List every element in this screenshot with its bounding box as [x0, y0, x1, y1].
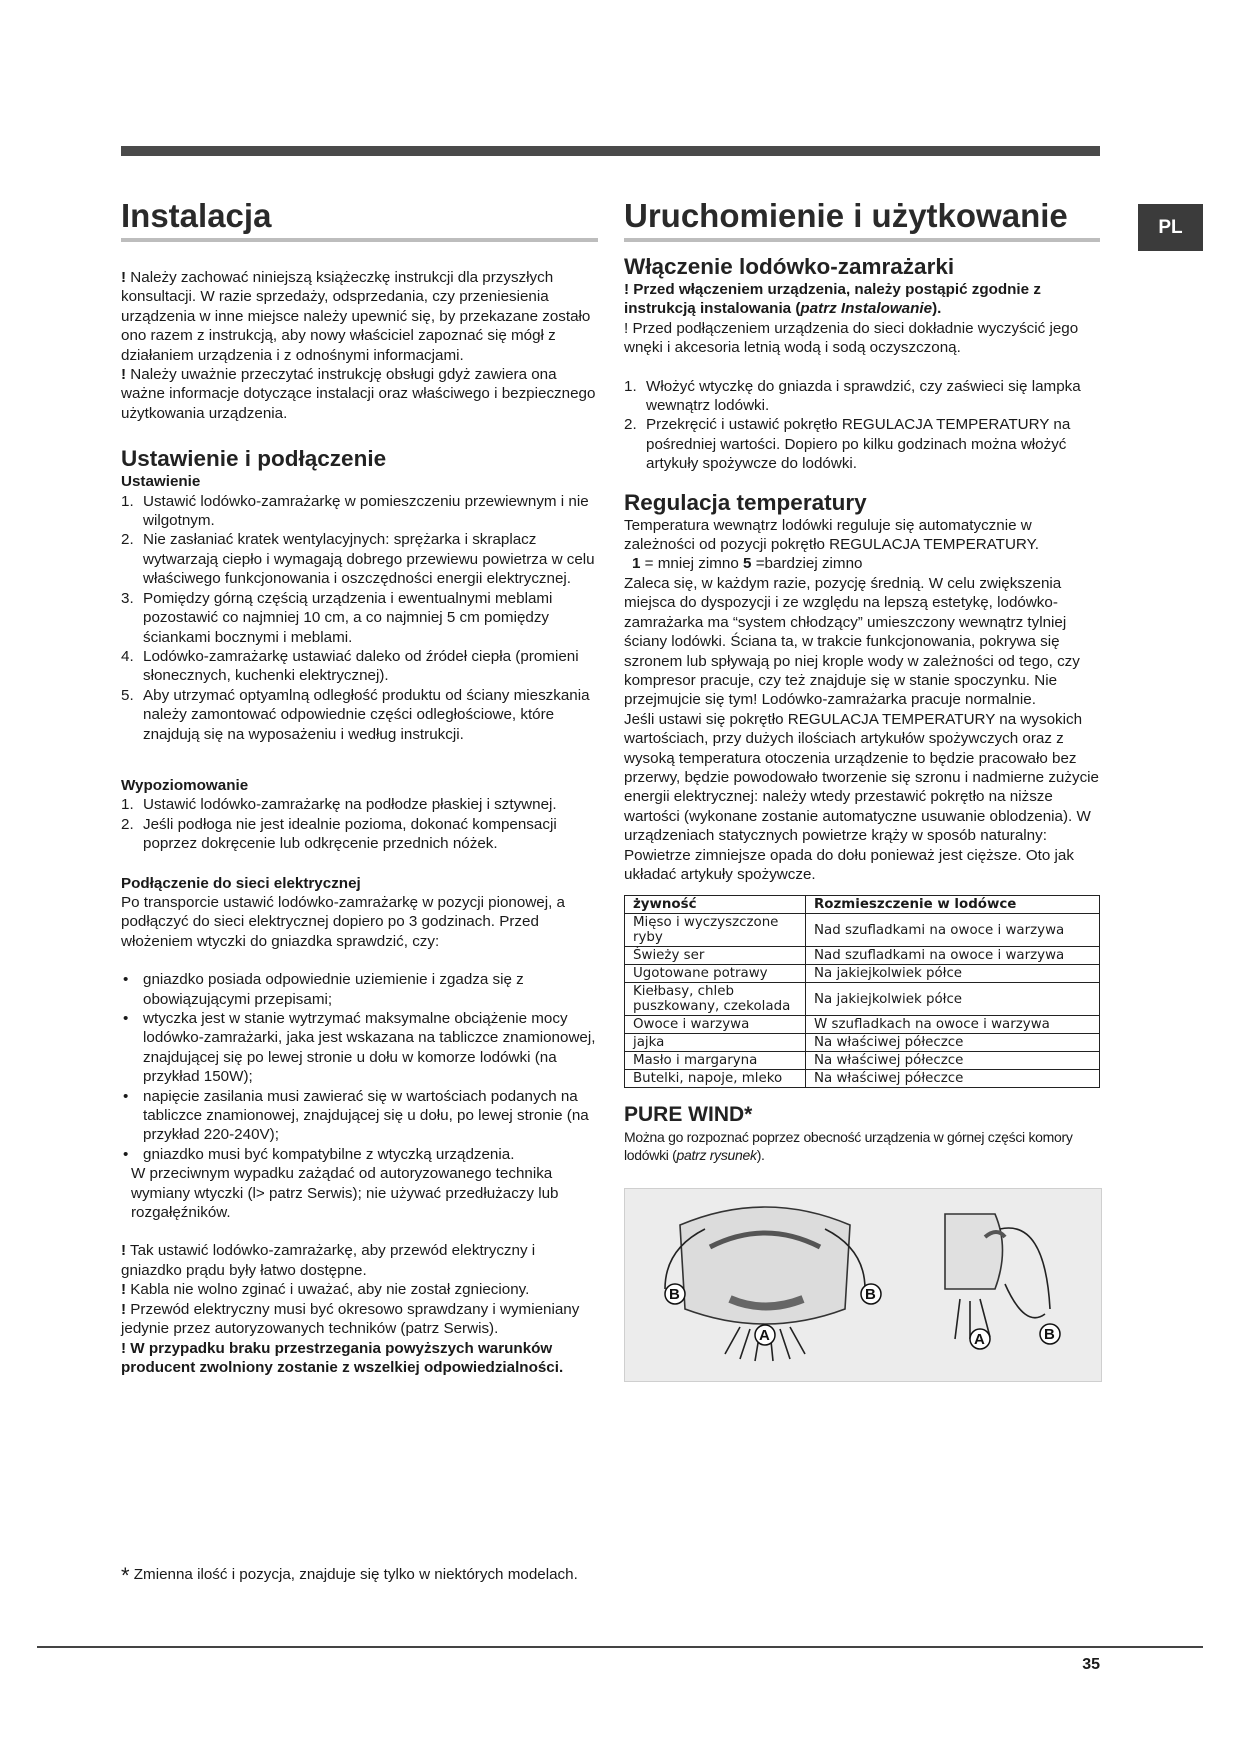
table-row: Ugotowane potrawy Na jakiejkolwiek półce	[625, 965, 1100, 983]
list-item: 2. Nie zasłaniać kratek wentylacyjnych: sprężarka i skraplacz wytwarzają ciepło i wymagają dobrego przewiewu powietrza w celu właściwego funkcjonowania i oszczędności energii elektrycznej.	[121, 531, 595, 588]
language-tab: PL	[1138, 204, 1203, 251]
warning-note: ! Przewód elektryczny musi być okresowo sprawdzany i wymieniany jedynie przez autoryzowanych techników (patrz Serwis).	[121, 1300, 580, 1338]
intro-notes	[121, 268, 598, 423]
list-item: 2. Jeśli podłoga nie jest idealnie pozioma, dokonać kompensacji poprzez dokręcenie lub odkręcenie przednich nóżek.	[121, 815, 557, 853]
leveling-subheading: Wypoziomowanie	[121, 776, 249, 794]
list-item: 4. Lodówko-zamrażarkę ustawiać daleko od źródeł ciepła (promieni słonecznych, kuchenki elektrycznej).	[121, 647, 579, 685]
temperature-heading: Regulacja temperatury	[624, 489, 867, 515]
table-row: Kiełbasy, chleb puszkowany, czekolada Na jakiejkolwiek półce	[625, 983, 1100, 1016]
fig-label-b: B	[669, 1286, 680, 1304]
installation-title: Instalacja	[121, 196, 598, 242]
switch-on-note: ! Przed podłączeniem urządzenia do sieci dokładnie wyczyścić jego wnęki i akcesoria letnią wodą i sodą oczyszczoną.	[624, 319, 1079, 357]
liability-warning: ! W przypadku braku przestrzegania powyższych warunków producent zwolniony zostanie z wszelkiej odpowiedzialności.	[121, 1339, 564, 1376]
setup-heading: Ustawienie i podłączenie	[121, 446, 387, 472]
footnote-text: Zmienna ilość i pozycja, znajduje się tylko w niektórych modelach.	[129, 1566, 578, 1583]
intro-note: ! Należy uważnie przeczytać instrukcję obsługi gdyż zawiera ona ważne informacje dotyczące instalacji oraz właściwego i bezpiecznego użytkowania urządzenia.	[121, 366, 596, 422]
list-item: 5. Aby utrzymać optyamlną odległość produktu od ściany mieszkania należy zamontować odpowiednie części odległościowe, które znajdują się na wyposażeniu i według instrukcji.	[121, 686, 590, 743]
right-column	[624, 196, 1100, 1382]
power-text: Po transporcie ustawić lodówko-zamrażarkę w pozycji pionowej, a podłączyć do sieci elektrycznej dopiero po 3 godzinach. Przed włożeniem wtyczki do gniazdka sprawdzić, czy:	[121, 893, 566, 950]
leveling-list	[121, 795, 598, 853]
fig-label-a: A	[974, 1331, 985, 1349]
list-item: 2. Przekręcić i ustawić pokrętło REGULACJA TEMPERATURY na pośredniej wartości. Dopiero po kilku godzinach można włożyć artykuły spożywcze do lodówki.	[624, 416, 1071, 473]
list-item: 1. Ustawić lodówko-zamrażarkę w pomieszczeniu przewiewnym i nie wilgotnym.	[121, 492, 589, 530]
switch-on-heading: Włączenie lodówko-zamrażarki	[624, 254, 955, 279]
footnote	[121, 1563, 598, 1588]
table-row: Owoce i warzywa W szufladkach na owoce i warzywa	[625, 1016, 1100, 1034]
placement-list	[121, 492, 598, 744]
side-view-unit	[945, 1214, 1050, 1339]
left-column	[121, 196, 598, 1377]
table-row: Świeży ser Nad szufladkami na owoce i warzywa	[625, 947, 1100, 965]
table-row: Butelki, napoje, mleko Na właściwej półeczce	[625, 1070, 1100, 1088]
temperature-intro: Temperatura wewnątrz lodówki reguluje się automatycznie w zależności od pozycji pokrętło REGULACJA TEMPERATURY.	[624, 516, 1040, 554]
list-item: 3. Pomiędzy górną częścią urządzenia i ewentualnymi meblami pozostawić co najmniej 10 cm, a co najmniej 5 cm pomiędzy ściankami bocznymi i meblami.	[121, 589, 553, 646]
intro-note: ! Należy zachować niniejszą książeczkę instrukcji dla przyszłych konsultacji. W razie sprzedaży, odsprzedania, czy przeniesienia urządzenia w inne miejsce należy upewnić się, by przekazane zostało ono razem z instrukcją, aby nowy właściciel zapoznać się mógł z działaniem urządzenia i z odnośnymi informacjami.	[121, 269, 591, 364]
warning-note: ! Kabla nie wolno zginać i uważać, aby nie został zgnieciony.	[121, 1281, 530, 1299]
food-placement-table	[624, 895, 1100, 1088]
startup-title: Uruchomienie i użytkowanie	[624, 196, 1100, 242]
list-item: • gniazdko posiada odpowiednie uziemienie i zgadza się z obowiązującymi przepisami;	[121, 970, 598, 1009]
power-checklist	[121, 970, 598, 1222]
table-row: jajka Na właściwej półeczce	[625, 1034, 1100, 1052]
list-item: • gniazdko musi być kompatybilne z wtyczką urządzenia.	[121, 1145, 598, 1164]
switch-on-bold-note: ! Przed włączeniem urządzenia, należy postąpić zgodnie z instrukcją instalowania (patrz Instalowanie).	[624, 281, 1041, 318]
temperature-body-2: Jeśli ustawi się pokrętło REGULACJA TEMPERATURY na wysokich wartościach, przy dużych ilościach artykułów spożywczych oraz z wysoką temperatura otoczenia urządzenie to będzie pracowało bez przerwy, będzie powodowało tworzenie się szronu i nadmierne zużycie energii elektrycznej: należy wtedy przestawić pokrętło na niższe wartości (wykonane zostanie automatyczne usuwanie oblodzenia). W urządzeniach statycznych powietrze krąży w sposób naturalny: Powietrze zimniejsze opada do dołu ponieważ jest cięższe. Oto jak układać artykuły spożywcze.	[624, 710, 1099, 883]
warning-note: ! Tak ustawić lodówko-zamrażarkę, aby przewód elektryczny i gniazdko prądu były łatwo dostępne.	[121, 1242, 536, 1279]
fig-label-b: B	[1044, 1326, 1055, 1344]
pure-wind-heading: PURE WIND*	[624, 1103, 753, 1127]
power-subheading: Podłączenie do sieci elektrycznej	[121, 874, 361, 892]
power-warnings	[121, 1241, 598, 1377]
placement-subheading: Ustawienie	[121, 473, 201, 491]
fig-label-a: A	[759, 1327, 770, 1345]
list-item: 1. Ustawić lodówko-zamrażarkę na podłodze płaskiej i sztywnej.	[121, 796, 557, 814]
page-number: 35	[1082, 1656, 1100, 1673]
list-item: 1. Włożyć wtyczkę do gniazda i sprawdzić, czy zaświeci się lampka wewnątrz lodówki.	[624, 377, 1081, 415]
list-item: • wtyczka jest w stanie wytrzymać maksymalne obciążenie mocy lodówko-zamrażarki, jaka jest wskazana na tabliczce znamionowej, znajdującej się po lewej stronie u dołu w komorze lodówki (na przykład 150W);	[121, 1009, 598, 1087]
fig-label-b: B	[865, 1286, 876, 1304]
temperature-scale: 1 = mniej zimno 5 =bardziej zimno	[632, 555, 863, 573]
switch-on-steps	[624, 377, 1100, 474]
list-item: • napięcie zasilania musi zawierać się w wartościach podanych na tabliczce znamionowej, znajdującej się u dołu, po lewej stronie (na przykład 220-240V);	[121, 1087, 598, 1145]
bottom-rule	[37, 1646, 1203, 1648]
table-header-row: żywność Rozmieszczenie w lodówce	[625, 896, 1100, 914]
pure-wind-diagram	[625, 1189, 1101, 1381]
pure-wind-figure	[624, 1188, 1102, 1382]
footnote-star: *	[121, 1563, 130, 1588]
list-item: W przeciwnym wypadku zażądać od autoryzowanego technika wymiany wtyczki (l> patrz Serwis); nie używać przedłużaczy lub rozgałęźników.	[131, 1165, 559, 1222]
table-row: Masło i margaryna Na właściwej półeczce	[625, 1052, 1100, 1070]
pure-wind-text: Można go rozpoznać poprzez obecność urządzenia w górnej części komory lodówki (patrz rysunek).	[624, 1129, 1073, 1164]
temperature-body: Zaleca się, w każdym razie, pozycję średnią. W celu zwiększenia miejsca do dyspozycji i ze względu na lepszą estetykę, lodówko-zamrażarka ma “system chłodzący” umieszczony wewnątrz tylniej ściany lodówki. Ściana ta, w trakcie funkcjonowania, pokrywa się szronem lub spływają po niej krople wody w zależności od tego, czy kompresor pracuje, czy też znajduje się w stanie spoczynku. Nie przejmujcie się tym! Lodówko-zamrażarka pracuje normalnie.	[624, 574, 1080, 709]
top-rule	[121, 146, 1100, 156]
table-row: Mięso i wyczyszczone ryby Nad szufladkami na owoce i warzywa	[625, 914, 1100, 947]
